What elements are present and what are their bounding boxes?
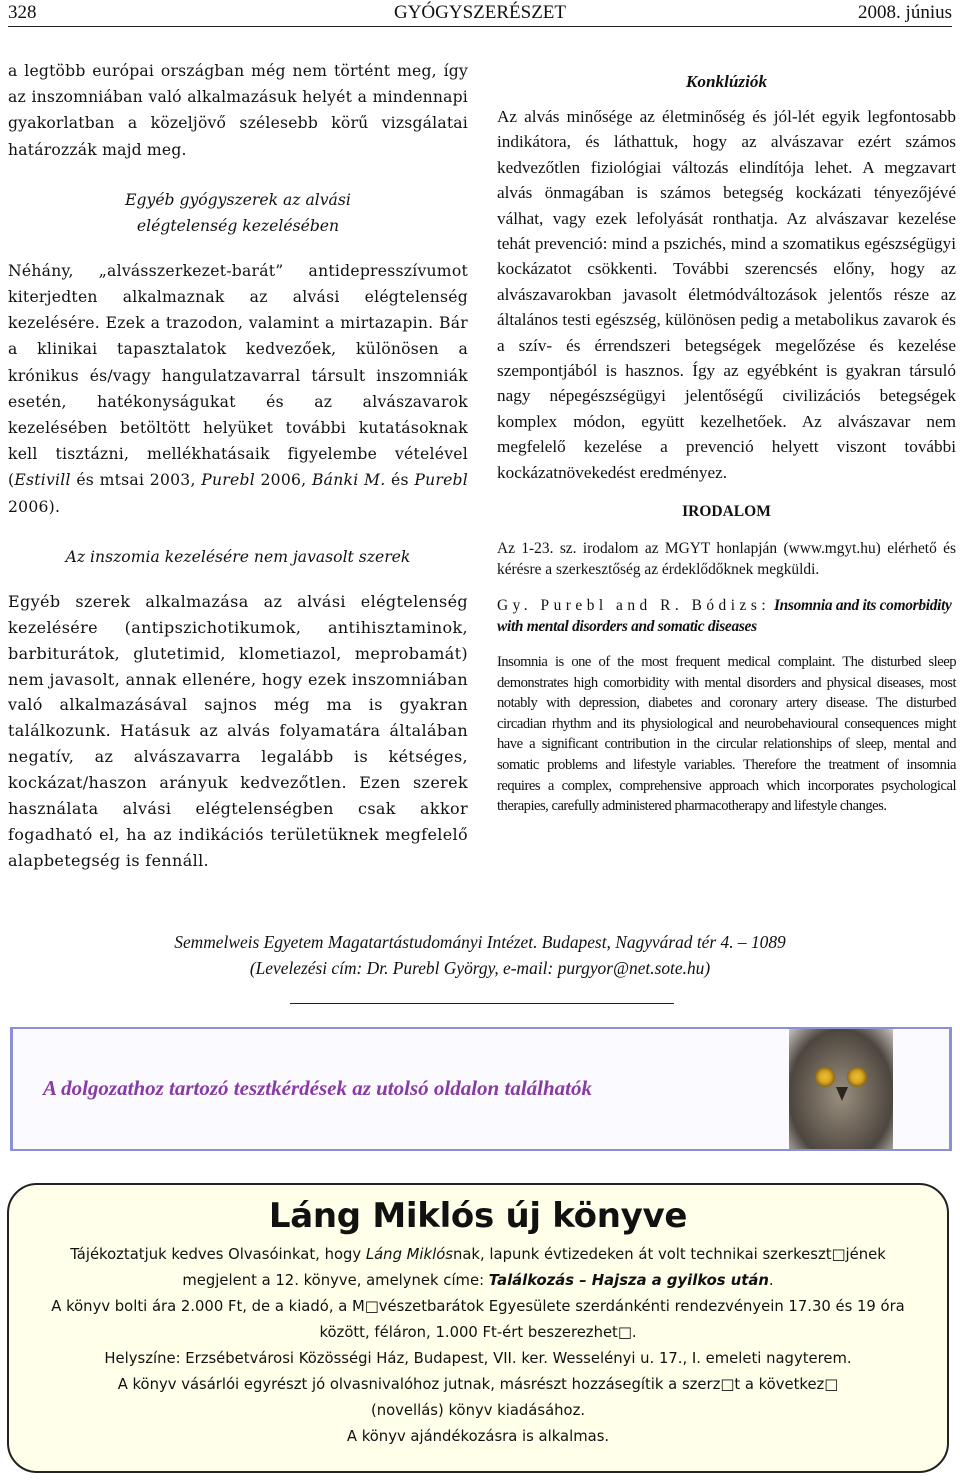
book-line: Tájékoztatjuk kedves Olvasóinkat, hogy Láng Miklósnak, lapunk évtizedeken át volt technikai szerkeszt□jének	[70, 1246, 886, 1263]
antidepressant-paragraph: Néhány, „alvásszerkezet-barát” antidepresszívumot kiterjedten alkalmaznak az alvási elégtelenség kezelésére. Ezek a trazodon, valamint a mirtazapin. Bár a klinikai tapasztalatok kedvezőek, különösen a krónikus és/vagy hangulatzavarral társult inszomniák esetén, hatékonyságukat és az alvászavarok kezelésében betöltött helyüket további kutatásoknak kell tisztázni, mellékhatásaik figyelembe vételével (Estivill és mtsai 2003, Purebl 2006, Bánki M. és Purebl 2006).	[8, 261, 469, 516]
book-announcement-box	[7, 1183, 949, 1473]
test-questions-notice	[10, 1027, 952, 1151]
book-title-name: Találkozás – Hajsza a gyilkos után	[488, 1272, 769, 1289]
issue-date: 2008. június	[858, 2, 952, 23]
references-note: Az 1-23. sz. irodalom az MGYT honlapján (www.mgyt.hu) elérhető és kérésre a szerkesztőség az érdeklődőknek megküldi.	[497, 540, 956, 579]
intro-paragraph: a legtöbb európai országban még nem történt meg, így az inszomniában való alkalmazásuk helyét a mindennapi gyakorlatban a közeljövő szélesebb körű vizsgálatai határozzák majd meg.	[8, 62, 468, 159]
owl-image	[789, 1029, 893, 1149]
left-column	[8, 58, 468, 874]
ref-banki: Bánki M.	[311, 471, 386, 490]
ref-estivill: Estivill	[14, 471, 71, 490]
book-line: A könyv bolti ára 2.000 Ft, de a kiadó, a M□vészetbarátok Egyesülete szerdánkénti rendezvényein 17.30 és 19 óra	[51, 1298, 905, 1315]
affiliation-rule	[290, 1003, 674, 1004]
ref-purebl-2: Purebl	[414, 471, 469, 490]
book-line: megjelent a 12. könyve, amelynek címe: Találkozás – Hajsza a gyilkos után.	[182, 1272, 774, 1289]
page-number: 328	[8, 2, 37, 23]
conclusions-heading: Konklúziók	[685, 72, 768, 91]
affiliation-address: Semmelweis Egyetem Magatartástudományi Intézet. Budapest, Nagyvárad tér 4. – 1089	[174, 932, 786, 952]
author-affiliation	[0, 929, 960, 981]
section-heading-other-drugs: Egyéb gyógyszerek az alvási elégtelenség kezelésében	[125, 190, 351, 235]
book-line: Helyszíne: Erzsébetvárosi Közösségi Ház, Budapest, VII. ker. Wesselényi u. 17., I. emeleti nagyterem.	[104, 1350, 852, 1367]
book-line: között, féláron, 1.000 Ft-ért beszerezhet□.	[319, 1324, 637, 1341]
notice-text: A dolgozathoz tartozó tesztkérdések az utolsó oldalon találhatók	[43, 1076, 593, 1100]
running-header	[8, 2, 952, 27]
owl-eye-icon	[815, 1067, 835, 1087]
section-heading-not-recommended: Az inszomia kezelésére nem javasolt szerek	[65, 547, 411, 566]
english-abstract: Insomnia is one of the most frequent medical complaint. The disturbed sleep demonstrates high comorbidity with mental disorders and physical diseases, most notably with depression, diabetes and coronary artery disease. The disturbed circadian rhythm and its physiological and neurobehavioural consequences might have a significant contribution in the circular relationships of sleep, mental and somatic problems and lifestyle variables. Therefore the treatment of insomnia requires a complex, comprehensive approach which incorporates psychological therapies, carefully administered pharmacotherapy and lifestyle changes.	[497, 654, 956, 815]
english-summary-title	[497, 595, 956, 637]
right-column	[497, 72, 956, 817]
references-heading: IRODALOM	[682, 503, 771, 521]
owl-eye-icon	[847, 1067, 867, 1087]
book-line: A könyv vásárlói egyrészt jó olvasnivalóhoz jutnak, másrészt hozzásegítik a szerz□t a következ□	[117, 1376, 839, 1393]
journal-name: GYÓGYSZERÉSZET	[393, 2, 567, 23]
summary-authors: Gy. Purebl and R. Bódizs:	[497, 597, 771, 615]
ref-purebl: Purebl	[201, 471, 255, 490]
book-line: A könyv ajándékozásra is alkalmas.	[346, 1428, 610, 1445]
book-line: (novellás) könyv kiadásához.	[370, 1402, 586, 1419]
book-announcement-body	[9, 1242, 947, 1450]
book-announcement-title: Láng Miklós új könyve	[268, 1196, 688, 1236]
conclusions-paragraph: Az alvás minősége az életminőség és jól-lét egyik legfontosabb indikátora, és láthattuk, hogy az alvászavar ezért számos kedvezőtlen fiziológiai változás elindítója lehet. A megzavart alvás önmagában is számos betegség kockázati tényezőjévé válhat, vagy ezek lefolyását ronthatja. Az alvászavar kezelése tehát prevenció: mind a pszichés, mind a szomatikus egészségügyi kockázatot csökkenti. További szerencsés előny, hogy az alvászavarokban javasolt életmódváltozások jelentős része az általános testi egészség, különösen pedig a metabolikus zavarok és a szív- és érrendszeri betegségek megelőzése és kezelése szempontjából is hasznos. Így az egyébként is gyakran társuló nagy népegészségügyi jelentőségű civilizációs betegségek komplex módon, együtt kezelhetőek. Az alvászavar nem megfelelő kezelése a prevenció helyett viszont további kockázatnövekedést eredményez.	[497, 107, 956, 482]
not-recommended-paragraph: Egyéb szerek alkalmazása az alvási elégtelenség kezelésére (antipszichotikumok, antihisztaminok, barbiturátok, glutetimid, klometiazol, meprobamát) nem javasolt, annak ellenére, hogy ezek inszomniában való alkalmazásával sajnos még ma is gyakran találkozunk. Hatásuk az alvás folyamatára általában negatív, az alvászavarra legalább is kétséges, kockázat/haszon arányuk kedvezőtlen. Ezen szerek használata alvási elégtelenségben csak akkor fogadható el, ha az indikációs területüknek megfelelő alapbetegség is fennáll.	[8, 591, 468, 870]
owl-beak-icon	[836, 1087, 848, 1101]
correspondence-line: (Levelezési cím: Dr. Purebl György, e-mail: purgyor@net.sote.hu)	[249, 958, 711, 978]
summary-title: Insomnia and its comorbidity with mental disorders and somatic diseases	[497, 597, 952, 636]
